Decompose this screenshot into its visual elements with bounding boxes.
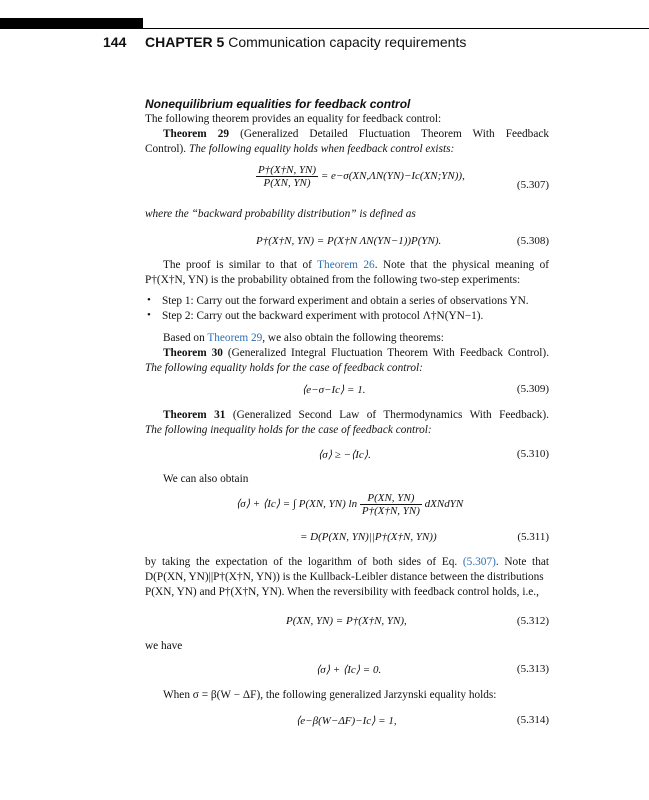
when-text: When σ = β(W − ΔF), the following generalized Jarzynski equality holds: [163, 689, 497, 701]
theorem-30-line1: Theorem 30 (Generalized Integral Fluctuation Theorem With Feedback Control). [163, 347, 550, 359]
header-rule [143, 28, 649, 29]
equation-number-5-311: (5.311) [517, 531, 549, 543]
equation-5-311-line1: ⟨σ⟩ + ⟨Ic⟩ = ∫ P(XN, YN) ln $\frac{P(XN, YN)}{P\dagger(X\dagger N, YN)}$ dXNdYN [236, 492, 464, 517]
equation-number-5-307: (5.307) [516, 179, 549, 191]
equation-5-309: ⟨e−σ−Ic⟩ = 1. [302, 384, 366, 396]
theorem-26-link[interactable]: Theorem 26 [317, 259, 375, 271]
theorem-31-statement: The following inequality holds for the case of feedback control: [145, 424, 432, 436]
page-number: 144 [103, 34, 127, 50]
bullet: • [147, 309, 151, 321]
chapter-title: Communication capacity requirements [228, 34, 467, 50]
theorem-30-statement: The following equality holds for the case of feedback control: [145, 362, 423, 374]
theorem-29-link[interactable]: Theorem 29 [207, 332, 263, 344]
section-title: Nonequilibrium equalities for feedback control [145, 97, 411, 111]
theorem-31-line1: Theorem 31 (Generalized Second Law of Thermodynamics With Feedback). [163, 409, 549, 421]
header-bar [0, 18, 143, 29]
step-1: Step 1: Carry out the forward experiment and obtain a series of observations YN. [162, 295, 529, 307]
chapter-label: CHAPTER 5 [145, 34, 225, 50]
equation-5-312: P(XN, YN) = P†(X†N, YN), [286, 615, 407, 627]
proof-line2: P†(X†N, YN) is the probability obtained from the following two-step experiments: [145, 274, 521, 286]
bullet: • [147, 294, 151, 306]
we-have-text: we have [145, 640, 183, 652]
based-on-text: Based on Theorem 29, we also obtain the following theorems: [163, 332, 444, 344]
equation-5-307: $\frac{P\dagger(X\dagger N, YN)}{P(XN, YN)}$ = e−σ(XN,ΛN(YN)−Ic(XN;YN)), [258, 164, 465, 189]
running-header [145, 34, 466, 50]
theorem-30-label: Theorem 30 [163, 347, 223, 359]
theorem-29-line1: Theorem 29 (Generalized Detailed Fluctuation Theorem With Feedback [163, 128, 549, 140]
taking-line2: D(P(XN, YN)||P†(X†N, YN)) is the Kullback-Leibler distance between the distributions [145, 571, 544, 583]
theorem-31-label: Theorem 31 [163, 409, 226, 421]
theorem-29-label: Theorem 29 [163, 128, 230, 140]
equation-number-5-313: (5.313) [516, 663, 549, 675]
equation-5-310: ⟨σ⟩ ≥ −⟨Ic⟩. [318, 449, 371, 461]
proof-line1: The proof is similar to that of Theorem 26. Note that the physical meaning of [163, 259, 549, 271]
equation-5-307-link[interactable]: (5.307) [462, 556, 496, 568]
equation-5-311-line2: = D(P(XN, YN)||P†(X†N, YN)) [300, 531, 437, 543]
where-text: where the “backward probability distribution” is defined as [145, 208, 416, 220]
equation-number-5-312: (5.312) [516, 615, 549, 627]
taking-line1: by taking the expectation of the logarithm of both sides of Eq. (5.307). Note that [145, 556, 549, 568]
obtain-text: We can also obtain [163, 473, 249, 485]
theorem-29-line2: Control). The following equality holds when feedback control exists: [145, 143, 455, 155]
equation-number-5-310: (5.310) [516, 448, 549, 460]
step-2: Step 2: Carry out the backward experiment with protocol Λ†N(YN−1). [162, 310, 484, 322]
equation-number-5-309: (5.309) [516, 383, 549, 395]
equation-5-314: ⟨e−β(W−ΔF)−Ic⟩ = 1, [296, 715, 397, 727]
taking-line3: P(XN, YN) and P†(X†N, YN). When the reversibility with feedback control holds, i.e., [145, 586, 539, 598]
equation-5-308: P†(X†N, YN) = P(X†N ΛN(YN−1))P(YN). [256, 235, 442, 247]
equation-5-313: ⟨σ⟩ + ⟨Ic⟩ = 0. [316, 664, 382, 676]
equation-number-5-308: (5.308) [516, 235, 549, 247]
intro-text: The following theorem provides an equality for feedback control: [145, 113, 442, 125]
equation-number-5-314: (5.314) [516, 714, 549, 726]
